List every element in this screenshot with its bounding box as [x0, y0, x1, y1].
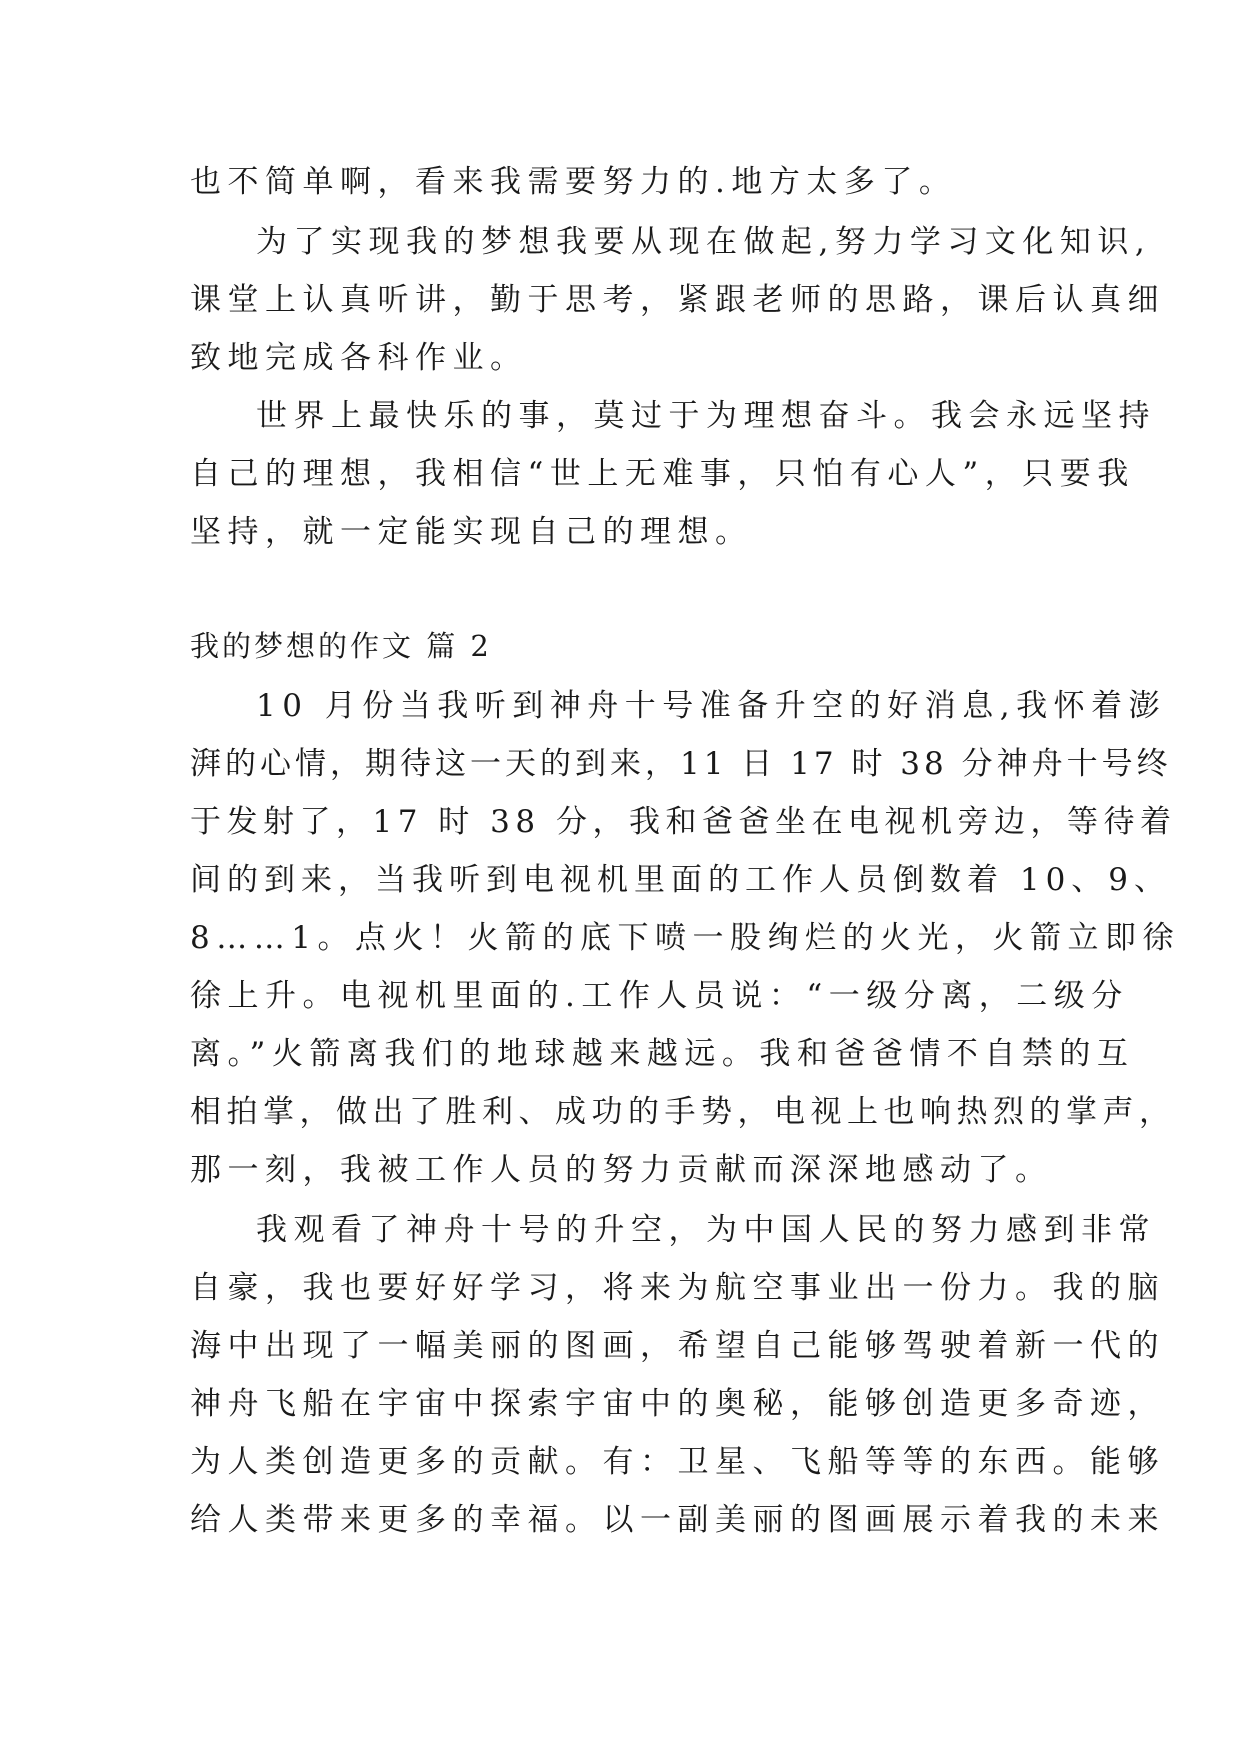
paragraph-2-line-2: 课堂上认真听讲，勤于思考，紧跟老师的思路，课后认真细: [190, 282, 1165, 318]
paragraph-5-line-2: 自豪，我也要好好学习，将来为航空事业出一份力。我的脑: [190, 1270, 1165, 1306]
paragraph-4-line-9: 那一刻，我被工作人员的努力贡献而深深地感动了。: [190, 1152, 1053, 1188]
paragraph-2-line-3: 致地完成各科作业。: [190, 340, 528, 376]
paragraph-3-line-2: 自己的理想，我相信“世上无难事，只怕有心人”，只要我: [190, 456, 1135, 492]
paragraph-5-line-5: 为人类创造更多的贡献。有：卫星、飞船等等的东西。能够: [190, 1444, 1165, 1480]
paragraph-4-line-5: 8……1。点火！火箭的底下喷一股绚烂的火光，火箭立即徐: [190, 920, 1180, 956]
paragraph-5-line-1: 我观看了神舟十号的升空，为中国人民的努力感到非常: [256, 1212, 1156, 1248]
paragraph-2-line-1: 为了实现我的梦想我要从现在做起,努力学习文化知识,: [256, 224, 1152, 260]
paragraph-4-line-4: 间的到来，当我听到电视机里面的工作人员倒数着 10、9、: [190, 862, 1172, 898]
paragraph-4-line-2: 湃的心情，期待这一天的到来，11 日 17 时 38 分神舟十号终: [190, 746, 1172, 782]
paragraph-3-line-1: 世界上最快乐的事，莫过于为理想奋斗。我会永远坚持: [256, 398, 1156, 434]
paragraph-4-line-7: 离。”火箭离我们的地球越来越远。我和爸爸情不自禁的互: [190, 1036, 1135, 1072]
section-heading: 我的梦想的作文 篇 2: [190, 629, 492, 663]
paragraph-4-line-6: 徐上升。电视机里面的.工作人员说：“一级分离，二级分: [190, 978, 1129, 1014]
paragraph-1-line-1: 也不简单啊，看来我需要努力的.地方太多了。: [190, 164, 957, 200]
paragraph-5-line-4: 神舟飞船在宇宙中探索宇宙中的奥秘，能够创造更多奇迹，: [190, 1386, 1165, 1422]
paragraph-3-line-3: 坚持，就一定能实现自己的理想。: [190, 514, 753, 550]
paragraph-5-line-6: 给人类带来更多的幸福。以一副美丽的图画展示着我的未来: [190, 1502, 1165, 1538]
paragraph-4-line-1: 10 月份当我听到神舟十号准备升空的好消息,我怀着澎: [256, 688, 1167, 724]
paragraph-4-line-8: 相拍掌，做出了胜利、成功的手势，电视上也响热烈的掌声，: [190, 1094, 1176, 1130]
paragraph-5-line-3: 海中出现了一幅美丽的图画，希望自己能够驾驶着新一代的: [190, 1328, 1165, 1364]
paragraph-4-line-3: 于发射了，17 时 38 分，我和爸爸坐在电视机旁边，等待着: [190, 804, 1177, 840]
